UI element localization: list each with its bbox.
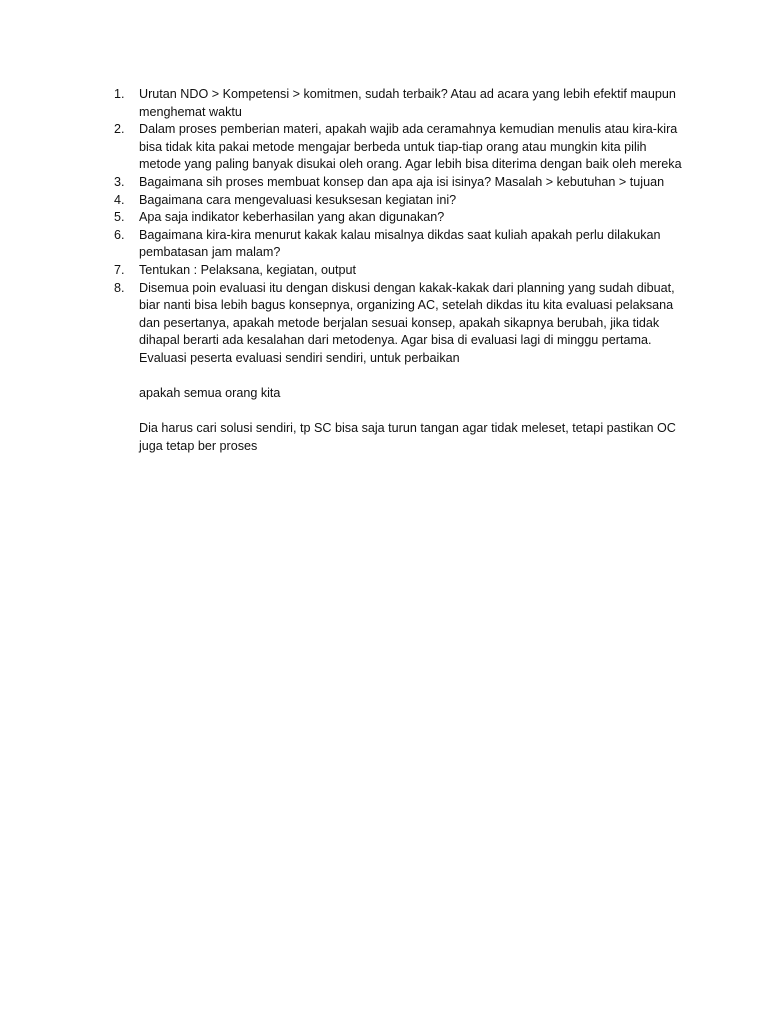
list-item-5 bbox=[114, 209, 682, 227]
list-number: 3. bbox=[114, 174, 125, 189]
list-number: 6. bbox=[114, 227, 125, 242]
list-number: 7. bbox=[114, 262, 125, 277]
list-text: Dalam proses pemberian materi, apakah wajib ada ceramahnya kemudian menulis atau kira-kira bisa tidak kita pakai metode mengajar berbeda untuk tiap-tiap orang atau mungkin kita pilih metode yang paling banyak disukai oleh orang. Agar lebih bisa diterima dengan baik oleh mereka bbox=[139, 122, 682, 172]
paragraph-question: apakah semua orang kita bbox=[139, 386, 281, 401]
list-item-6 bbox=[114, 227, 682, 262]
blank-line bbox=[114, 403, 682, 421]
list-number: 8. bbox=[114, 280, 125, 295]
paragraph-solution: Dia harus cari solusi sendiri, tp SC bisa saja turun tangan agar tidak meleset, tetapi pastikan OC juga tetap ber proses bbox=[139, 421, 676, 453]
list-text: Urutan NDO > Kompetensi > komitmen, sudah terbaik? Atau ad acara yang lebih efektif maupun menghemat waktu bbox=[139, 87, 676, 119]
list-text: Apa saja indikator keberhasilan yang akan digunakan? bbox=[139, 210, 445, 225]
list-number: 1. bbox=[114, 87, 125, 101]
list-text: Bagaimana kira-kira menurut kakak kalau misalnya dikdas saat kuliah apakah perlu dilakukan pembatasan jam malam? bbox=[139, 227, 661, 260]
list-item-7 bbox=[114, 262, 682, 280]
list-number: 4. bbox=[114, 192, 125, 207]
list-number: 2. bbox=[114, 122, 125, 137]
blank-line bbox=[114, 368, 682, 386]
list-text: Disemua poin evaluasi itu dengan diskusi dengan kakak-kakak dari planning yang sudah dibuat, biar nanti bisa lebih bagus konsepnya, organizing AC, setelah dikdas itu kita evaluasi pelaksana dan pesertanya, apakah metode berjalan sesuai konsep, apakah sikapnya berubah, jika tidak dihapal berarti ada kesalahan dari metodenya. Agar bisa di evaluasi lagi di minggu pertama. bbox=[139, 280, 675, 348]
list-item-1 bbox=[114, 86, 682, 121]
list-item-4 bbox=[114, 192, 682, 210]
list-text: Tentukan : Pelaksana, kegiatan, output bbox=[139, 262, 357, 277]
list-text: Bagaimana sih proses membuat konsep dan apa aja isi isinya? Masalah > kebutuhan > tujuan bbox=[139, 174, 665, 189]
list-item-2 bbox=[114, 121, 682, 174]
numbered-list bbox=[114, 86, 682, 350]
list-text: Bagaimana cara mengevaluasi kesuksesan kegiatan ini? bbox=[139, 192, 457, 207]
list-number: 5. bbox=[114, 210, 125, 225]
list-item-8 bbox=[114, 280, 682, 350]
paragraph-evaluation: Evaluasi peserta evaluasi sendiri sendiri, untuk perbaikan bbox=[139, 350, 460, 365]
document-body bbox=[114, 86, 682, 455]
list-item-3 bbox=[114, 174, 682, 192]
